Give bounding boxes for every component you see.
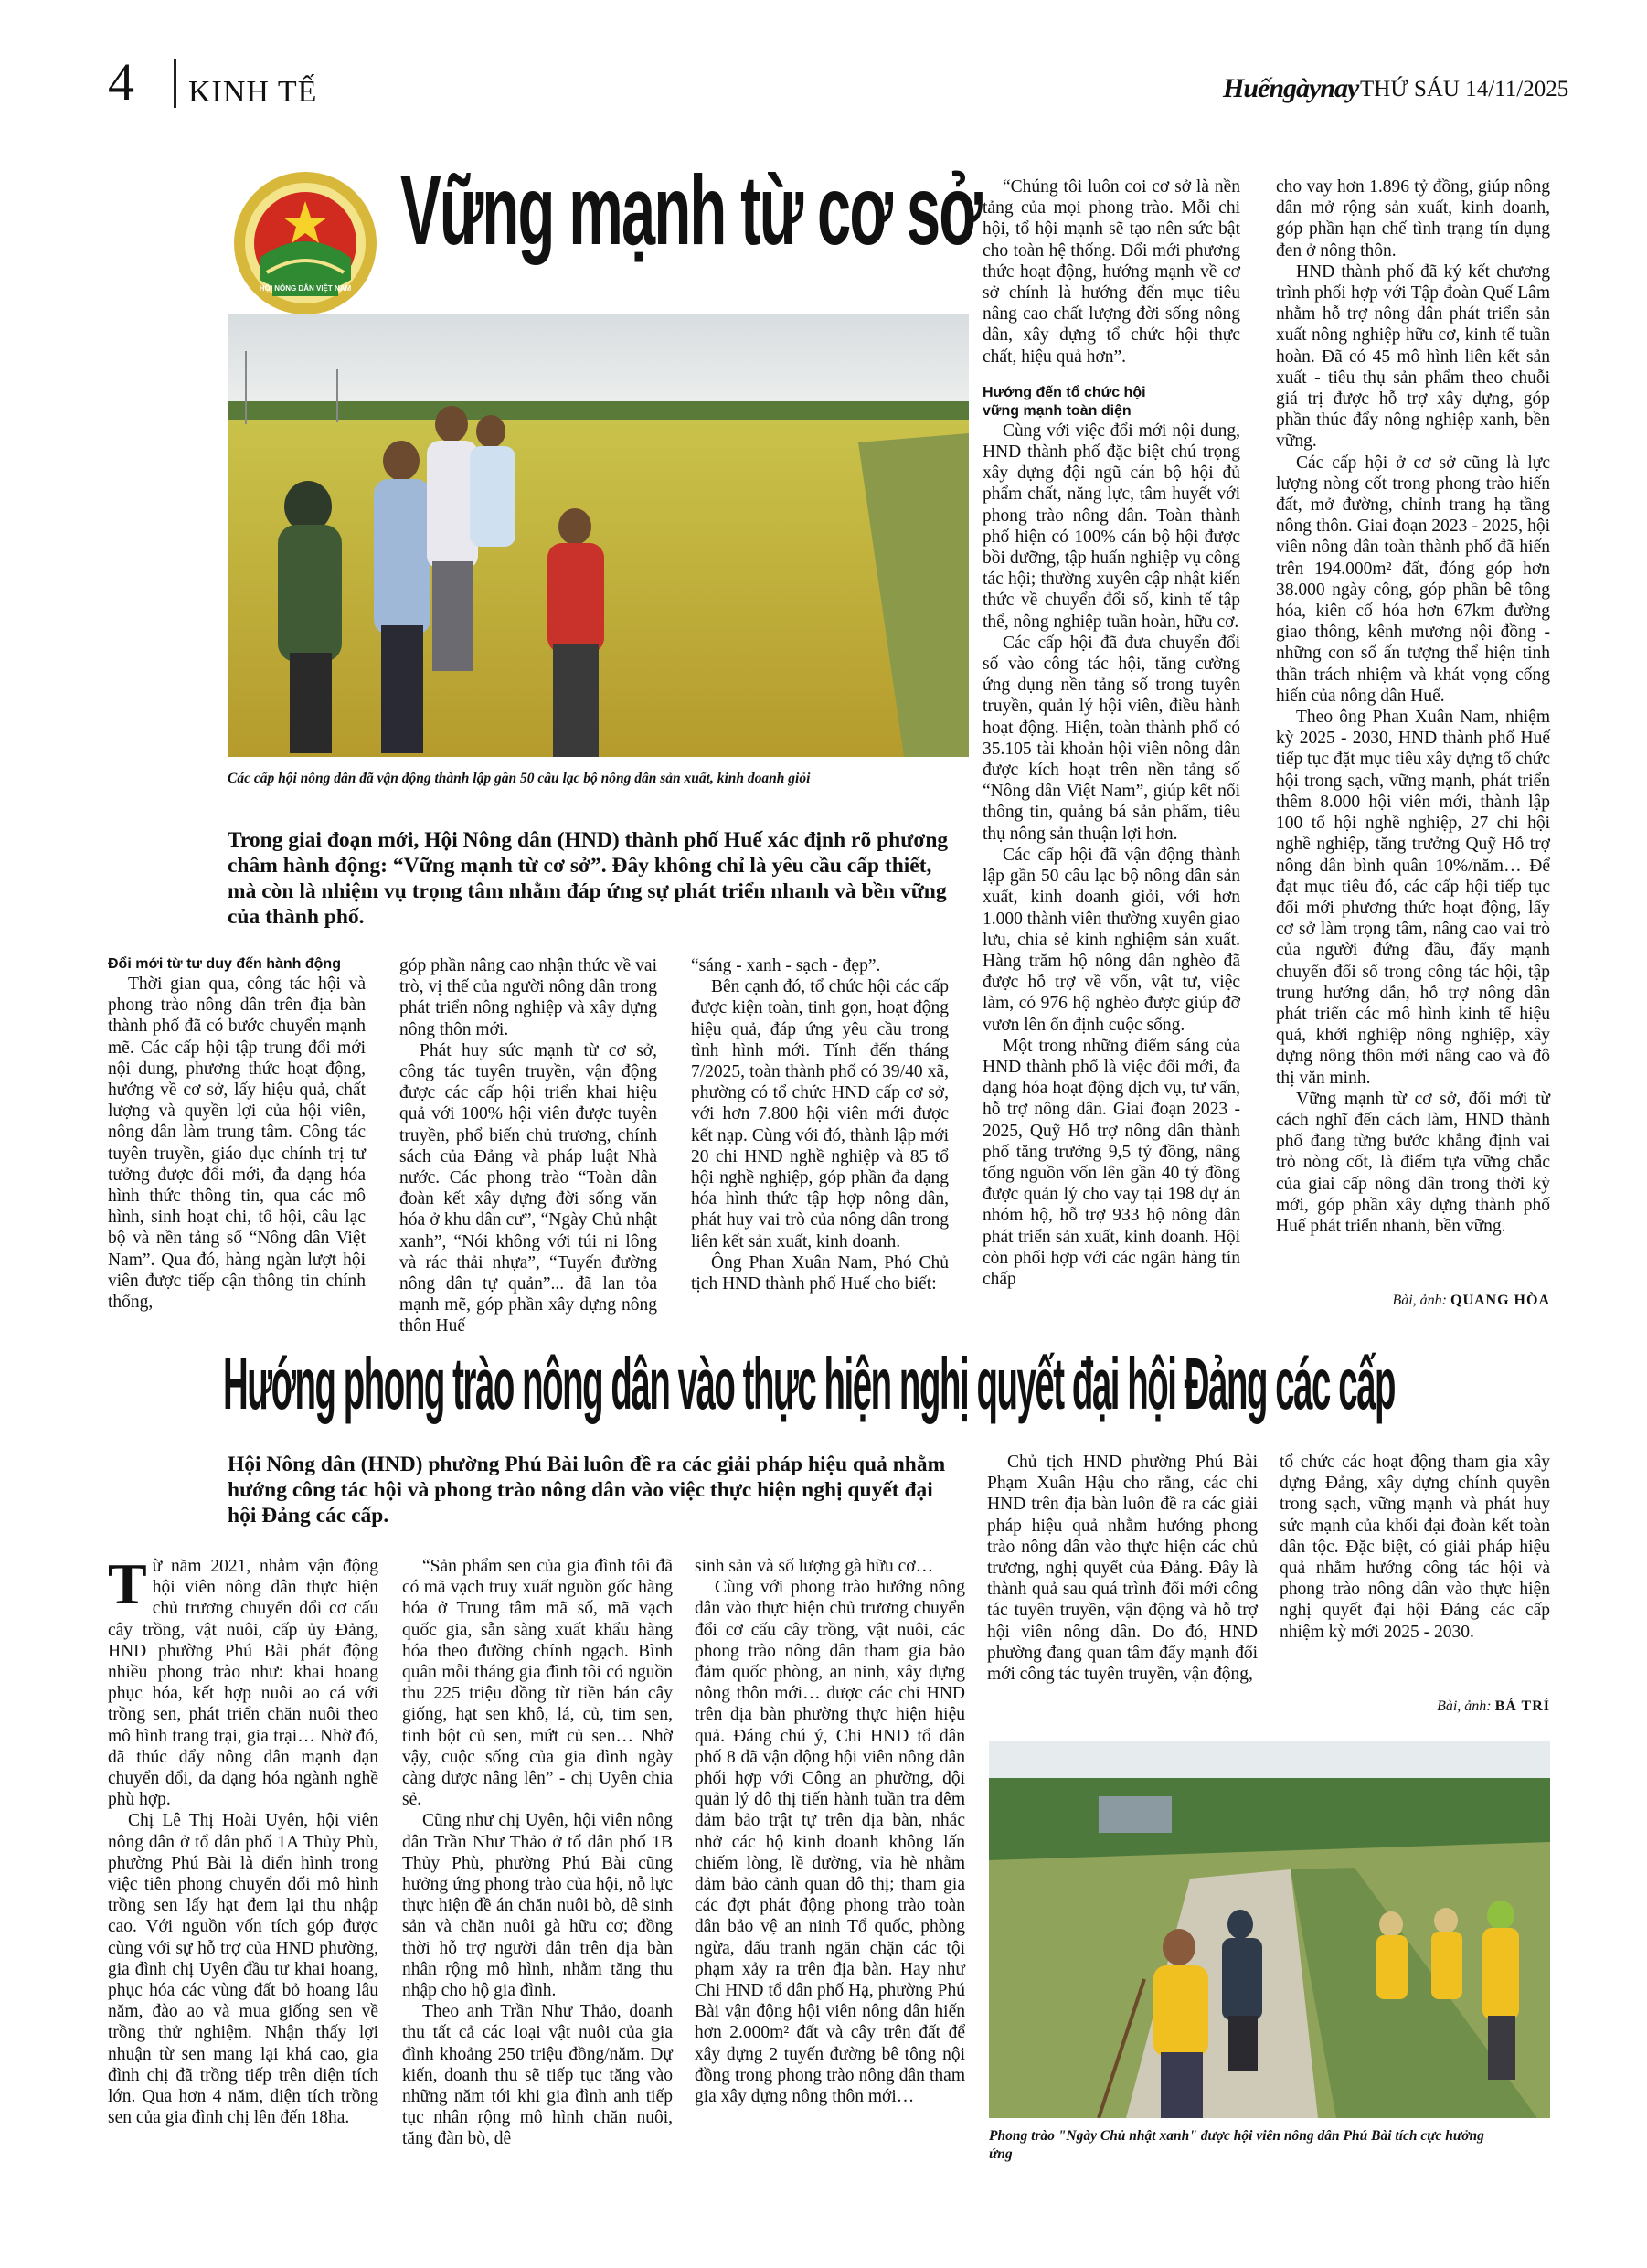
article2-lead: Hội Nông dân (HND) phường Phú Bài luôn đề ra các giải pháp hiệu quả nhằm hướng công tác hội và phong trào nông dân vào việc thực hiện nghị quyết đại hội Đảng các cấp. — [228, 1453, 946, 1528]
article1-paragraph: Vững mạnh từ cơ sở, đổi mới từ cách nghĩ đến cách làm, HND thành phố đang từng bước khẳng định vai trò nòng cốt, là điểm tựa vững chắc của giai cấp nông dân trong thời kỳ mới, góp phần xây dựng thành phố Huế phát triển nhanh, bền vững. — [1276, 1089, 1550, 1236]
article1-byline-label: Bài, ảnh: — [1392, 1293, 1447, 1308]
article2-paragraph: sinh sản và số lượng gà hữu cơ… — [695, 1557, 934, 1576]
article2-paragraph: Cũng như chị Uyên, hội viên nông dân Trần Như Thảo ở tổ dân phố 1B Thủy Phù, phường Phú Bài cũng hưởng ứng phong trào của hội, nỗ lực thực hiện đề án chăn nuôi bò, dê sinh sản và chăn nuôi gà hữu cơ; đồng thời hỗ trợ người dân trên địa bàn nhân rộng mô hình, nhằm tăng thu nhập cho hộ gia đình. — [402, 1811, 673, 2001]
article2-photo — [989, 1741, 1550, 2118]
article2-col-2 — [402, 1556, 673, 2150]
article2-paragraph: “Sản phẩm sen của gia đình tôi đã có mã vạch truy xuất nguồn gốc hàng hóa ở Trung tâm mã số, mã vạch quốc gia, sẵn sàng xuất khẩu hàng hóa theo đường chính ngạch. Bình quân mỗi tháng gia đình tôi có nguồn thu 225 triệu đồng từ tiền bán cây giống, hạt sen khô, lá, củ, tim sen, tinh bột củ sen, mứt củ sen… Nhờ vậy, cuộc sống của gia đình ngày càng được nâng lên” - chị Uyên chia sẻ. — [402, 1557, 673, 1810]
article2-paragraph: Cùng với phong trào hướng nông dân vào thực hiện chủ trương chuyển đổi cơ cấu cây trồng, vật nuôi, các phong trào nông dân tham gia bảo đảm quốc phòng, an ninh, xây dựng nông thôn mới… được các chi HND trên địa bàn phường thực hiện hiệu quả. Đáng chú ý, Chi HND tổ dân phố 8 đã vận động hội viên nông dân phối hợp với Công an phường, đội quản lý đô thị tiến hành tuần tra đêm đảm bảo trật tự trên địa bàn, nhắc nhở các hộ kinh doanh không lấn chiếm lòng, lề đường, vỉa hè nhằm đảm bảo cảnh quan đô thị; tham gia các đợt phát động phong trào toàn dân bảo vệ an ninh Tổ quốc, phòng ngừa, đấu tranh ngăn chặn các tội phạm xảy ra trên địa bàn. Hay như Chi HND tổ dân phố Hạ, phường Phú Bài vận động hội viên nông dân hiến hơn 2.000m² đất và cây trên đất để xây dựng 2 tuyến đường bê tông nội đồng trong phong trào nông dân tham gia xây dựng nông thôn mới… — [695, 1578, 965, 2107]
article1-paragraph: Các cấp hội đã đưa chuyển đổi số vào công tác hội, tăng cường ứng dụng nền tảng số trong tuyên truyền, quản lý hội viên, điều hành hoạt động. Hiện, toàn thành phố có 35.105 tài khoản hội viên nông dân được kích hoạt trên nền tảng số “Nông dân Việt Nam”, giúp kết nối thông tin, quảng bá sản phẩm, tiêu thụ nông sản thuận lợi hơn. — [983, 633, 1240, 844]
article2-byline-label: Bài, ảnh: — [1437, 1698, 1492, 1714]
article1-paragraph: Các cấp hội ở cơ sở cũng là lực lượng nòng cốt trong phong trào hiến đất, mở đường, chỉnh trang hạ tầng nông thôn. Giai đoạn 2023 - 2025, hội viên nông dân toàn thành phố đã hiến trên 194.000m² đất, đóng góp hơn 38.000 ngày công, góp phần bê tông hóa, kiên cố hóa hơn 67km đường giao thông, kênh mương nội đồng - những con số ấn tượng thể hiện tinh thần trách nhiệm và khát vọng cống hiến của nông dân Huế. — [1276, 453, 1550, 706]
article1-paragraph: Bên cạnh đó, tổ chức hội các cấp được kiện toàn, tinh gọn, hoạt động hiệu quả, đáp ứng yêu cầu trong tình hình mới. Tính đến tháng 7/2025, toàn thành phố có 39/40 xã, phường có tổ chức HND cấp cơ sở, với hơn 7.800 hội viên mới được kết nạp. Cùng với đó, thành lập mới 20 chi HND nghề nghiệp và 85 tổ hội nghề nghiệp, góp phần đa dạng hóa hình thức tập hợp nông dân, phát huy vai trò của nông dân trong liên kết sản xuất, kinh doanh. — [691, 977, 949, 1251]
svg-text:HỘI NÔNG DÂN VIỆT NAM: HỘI NÔNG DÂN VIỆT NAM — [259, 284, 352, 293]
article2-col-1 — [108, 1551, 378, 2128]
article1-paragraph: góp phần nâng cao nhận thức về vai trò, vị thế của người nông dân trong phát triển nông nghiệp và xây dựng nông thôn mới. — [399, 956, 657, 1039]
article1-quote: “Chúng tôi luôn coi cơ sở là nền tảng của mọi phong trào. Mỗi chi hội, tổ hội mạnh sẽ tạo nên sức bật cho toàn hệ thống. Đổi mới phương thức hoạt động, hướng mạnh về cơ sở chính là hướng đến mục tiêu nâng cao chất lượng đời sống nông dân, xây dựng tổ chức hội thực chất, hiệu quả hơn”. — [983, 177, 1240, 367]
article2-dropcap: T — [108, 1551, 147, 1616]
article1-subhead-2b: vững mạnh toàn diện — [983, 402, 1132, 419]
paper-name: Huếngàynay — [1223, 73, 1359, 103]
farmers-union-logo — [232, 170, 378, 316]
article1-col-1 — [108, 955, 366, 1313]
page-number: 4 — [108, 52, 134, 112]
article1-paragraph: Cùng với việc đổi mới nội dung, HND thành phố đặc biệt chú trọng xây dựng đội ngũ cán bộ hội đủ phẩm chất, năng lực, tâm huyết với phong trào nông dân. Toàn thành phố hiện có 100% cán bộ hội được bồi dưỡng, tập huấn nghiệp vụ công tác hội; thường xuyên cập nhật kiến thức về chuyển đổi số, kinh tế tập thể, nông nghiệp tuần hoàn, hữu cơ. — [983, 421, 1240, 632]
article2-photo-caption: Phong trào "Ngày Chủ nhật xanh" được hội viên nông dân Phú Bài tích cực hưởng ứng — [989, 2128, 1484, 2162]
article1-byline-name: QUANG HÒA — [1450, 1293, 1550, 1308]
article2-col-5 — [1280, 1452, 1550, 1643]
article1-paragraph: HND thành phố đã ký kết chương trình phối hợp với Tập đoàn Quế Lâm nhằm hỗ trợ nông dân phát triển sản xuất nông nghiệp hữu cơ, kinh tế tuần hoàn. Đã có 45 mô hình liên kết sản xuất - tiêu thụ sản phẩm theo chuỗi giá trị được hỗ trợ xây dựng, góp phần thúc đẩy nông nghiệp xanh, bền vững. — [1276, 261, 1550, 452]
article1-paragraph: Một trong những điểm sáng của HND thành phố là việc đổi mới, đa dạng hóa hoạt động dịch vụ, tư vấn, hỗ trợ nông dân. Giai đoạn 2023 - 2025, Quỹ Hỗ trợ nông dân thành phố tăng trưởng 9,5 tỷ đồng, nâng tổng nguồn vốn lên gần 40 tỷ đồng được quản lý cho vay tại 198 dự án nhóm hộ, hỗ trợ 933 hộ nông dân phát triển sản xuất, kinh doanh. Hội còn phối hợp với các ngân hàng tín chấp — [983, 1036, 1240, 1289]
article2-paragraph: Từ năm 2021, nhằm vận động hội viên nông dân thực hiện chủ trương chuyển đổi cơ cấu cây trồng, vật nuôi, cấp ủy Đảng, HND phường Phú Bài phát động nhiều phong trào như: khai hoang phục hóa, kết hợp nuôi ao cá với trồng sen, phát triển chăn nuôi theo mô hình trang trại, gia trại… Nhờ đó, đã thúc đẩy nông dân mạnh dạn chuyển đổi, đa dạng hóa ngành nghề phù hợp. — [108, 1551, 378, 1810]
article2-col-4 — [987, 1452, 1258, 1685]
article1-col-4 — [983, 176, 1240, 1290]
article1-paragraph: Ông Phan Xuân Nam, Phó Chủ tịch HND thành phố Huế cho biết: — [691, 1252, 949, 1294]
section-name: KINH TẾ — [188, 75, 318, 109]
article2-paragraph: Chị Lê Thị Hoài Uyên, hội viên nông dân ở tổ dân phố 1A Thủy Phù, phường Phú Bài là điển hình trong việc tiên phong chuyển đổi mô hình trồng sen lấy hạt đem lại thu nhập cao. Với nguồn vốn tích góp được cùng với sự hỗ trợ của HND phường, gia đình chị Uyên đầu tư khai hoang, phục hóa các vùng đất bỏ hoang lâu năm, đào ao và mua giống sen về trồng thử nghiệm. Nhận thấy lợi nhuận từ sen mang lại khá cao, gia đình chị đã trồng tiếp trên diện tích lớn. Qua hơn 4 năm, diện tích trồng sen của gia đình chị lên đến 18ha. — [108, 1811, 378, 2128]
article1-col-5 — [1276, 176, 1550, 1237]
issue-date: THỨ SÁU 14/11/2025 — [1360, 77, 1569, 101]
article1-paragraph: Các cấp hội đã vận động thành lập gần 50 câu lạc bộ nông dân sản xuất, kinh doanh giỏi, với hơn 1.000 thành viên thường xuyên giao lưu, chia sẻ kinh nghiệm sản xuất. Hàng trăm hộ nông dân nghèo đã được hỗ trợ về vốn, vật tư, việc làm, có 976 hộ nghèo được giúp đỡ vươn lên ổn định cuộc sống. — [983, 845, 1240, 1035]
article1-photo — [228, 314, 969, 757]
article1-paragraph: cho vay hơn 1.896 tỷ đồng, giúp nông dân mở rộng sản xuất, kinh doanh, góp phần hạn chế tình trạng tín dụng đen ở nông thôn. — [1276, 177, 1550, 261]
article1-paragraph: Phát huy sức mạnh từ cơ sở, công tác tuyên truyền, vận động được các cấp hội triển khai hiệu quả với 100% hội viên được tuyên truyền, phổ biến chủ trương, chính sách của Đảng và pháp luật Nhà nước. Các phong trào “Toàn dân đoàn kết xây dựng đời sống văn hóa ở khu dân cư”, “Ngày Chủ nhật xanh”, “Nói không với túi ni lông và rác thải nhựa”, “Tuyến đường nông dân tự quản”... đã lan tỏa mạnh mẽ, góp phần xây dựng nông thôn Huế — [399, 1040, 657, 1336]
article2-title: Hướng phong trào nông dân vào thực hiện nghị quyết đại hội Đảng các cấp — [223, 1343, 1396, 1424]
article1-title: Vững mạnh từ cơ sở — [400, 154, 981, 265]
article2-byline-name: BÁ TRÍ — [1494, 1698, 1550, 1714]
article1-paragraph: “sáng - xanh - sạch - đẹp”. — [691, 956, 881, 975]
article1-col-3 — [691, 955, 949, 1294]
article2-col-3 — [695, 1556, 965, 2107]
header-divider — [174, 59, 176, 108]
article1-subhead-2a: Hướng đến tổ chức hội — [983, 384, 1146, 400]
article2-paragraph: Chủ tịch HND phường Phú Bài Phạm Xuân Hậu cho rằng, các chi HND trên địa bàn luôn đề ra các giải pháp hiệu quả nhằm hướng phong trào nông dân vào thực hiện các chủ trương, nghị quyết của Đảng. Đây là thành quả sau quá trình đổi mới công tác tuyên truyền, vận động và hỗ trợ hội viên nông dân. Do đó, HND phường đang quan tâm đẩy mạnh đổi mới công tác tuyên truyền, vận động, — [987, 1453, 1258, 1685]
article1-paragraph: Theo ông Phan Xuân Nam, nhiệm kỳ 2025 - 2030, HND thành phố Huế tiếp tục đặt mục tiêu xây dựng tổ chức hội trong sạch, vững mạnh, phát triển thêm 8.000 hội viên mới, thành lập 100 tổ hội nghề nghiệp, 27 chi hội nghề nghiệp, tăng trưởng Quỹ Hỗ trợ nông dân bình quân 10%/năm… Để đạt mục tiêu đó, các cấp hội tiếp tục đổi mới phương thức hoạt động, lấy cơ sở làm trọng tâm, nâng cao vai trò của người đứng đầu, đẩy mạnh chuyển đổi số trong công tác hội, tập trung hướng dẫn, hỗ trợ nông dân phát triển các mô hình kinh tế hiệu quả, khởi nghiệp nông nghiệp, xây dựng nông thôn mới nâng cao và đô thị văn minh. — [1276, 708, 1550, 1088]
article1-paragraph: Thời gian qua, công tác hội và phong trào nông dân trên địa bàn thành phố đã có bước chuyển mạnh mẽ. Các cấp hội tập trung đổi mới nội dung, phương thức hoạt động, hướng về cơ sở, lấy hiệu quả, chất lượng và quyền lợi của hội viên, nông dân làm trung tâm. Công tác tuyên truyền, giáo dục chính trị tư tưởng được đổi mới, đa dạng hóa hình thức thông tin, qua các mô hình, sinh hoạt chi, tổ hội, câu lạc bộ và nền tảng số “Nông dân Việt Nam”. Qua đó, hàng ngàn lượt hội viên được tiếp cận thông tin chính thống, — [108, 974, 366, 1313]
article2-paragraph: tổ chức các hoạt động tham gia xây dựng Đảng, xây dựng chính quyền trong sạch, vững mạnh và phát huy sức mạnh của khối đại đoàn kết toàn dân tộc. Đặc biệt, có giải pháp hiệu quả nhằm hướng công tác hội và phong trào nông dân vào thực hiện nghị quyết đại hội Đảng các cấp nhiệm kỳ mới 2025 - 2030. — [1280, 1453, 1550, 1642]
article1-subhead-1: Đổi mới từ tư duy đến hành động — [108, 956, 341, 972]
article2-paragraph: Theo anh Trần Như Thảo, doanh thu tất cả các loại vật nuôi của gia đình khoảng 250 triệu đồng/năm. Dự kiến, doanh thu sẽ tiếp tục tăng vào những năm tới khi gia đình anh tiếp tục nhân rộng mô hình chăn nuôi, tăng đàn bò, dê — [402, 2002, 673, 2149]
article1-photo-caption: Các cấp hội nông dân đã vận động thành lập gần 50 câu lạc bộ nông dân sản xuất, kinh doanh giỏi — [228, 771, 811, 786]
article1-lead: Trong giai đoạn mới, Hội Nông dân (HND) thành phố Huế xác định rõ phương châm hành động: “Vững mạnh từ cơ sở”. Đây không chỉ là yêu cầu cấp thiết, mà còn là nhiệm vụ trọng tâm nhằm đáp ứng sự phát triển nhanh và bền vững của thành phố. — [228, 828, 949, 929]
article1-col-2 — [399, 955, 657, 1337]
article2-byline — [1280, 1698, 1550, 1715]
article1-byline — [1276, 1293, 1550, 1309]
